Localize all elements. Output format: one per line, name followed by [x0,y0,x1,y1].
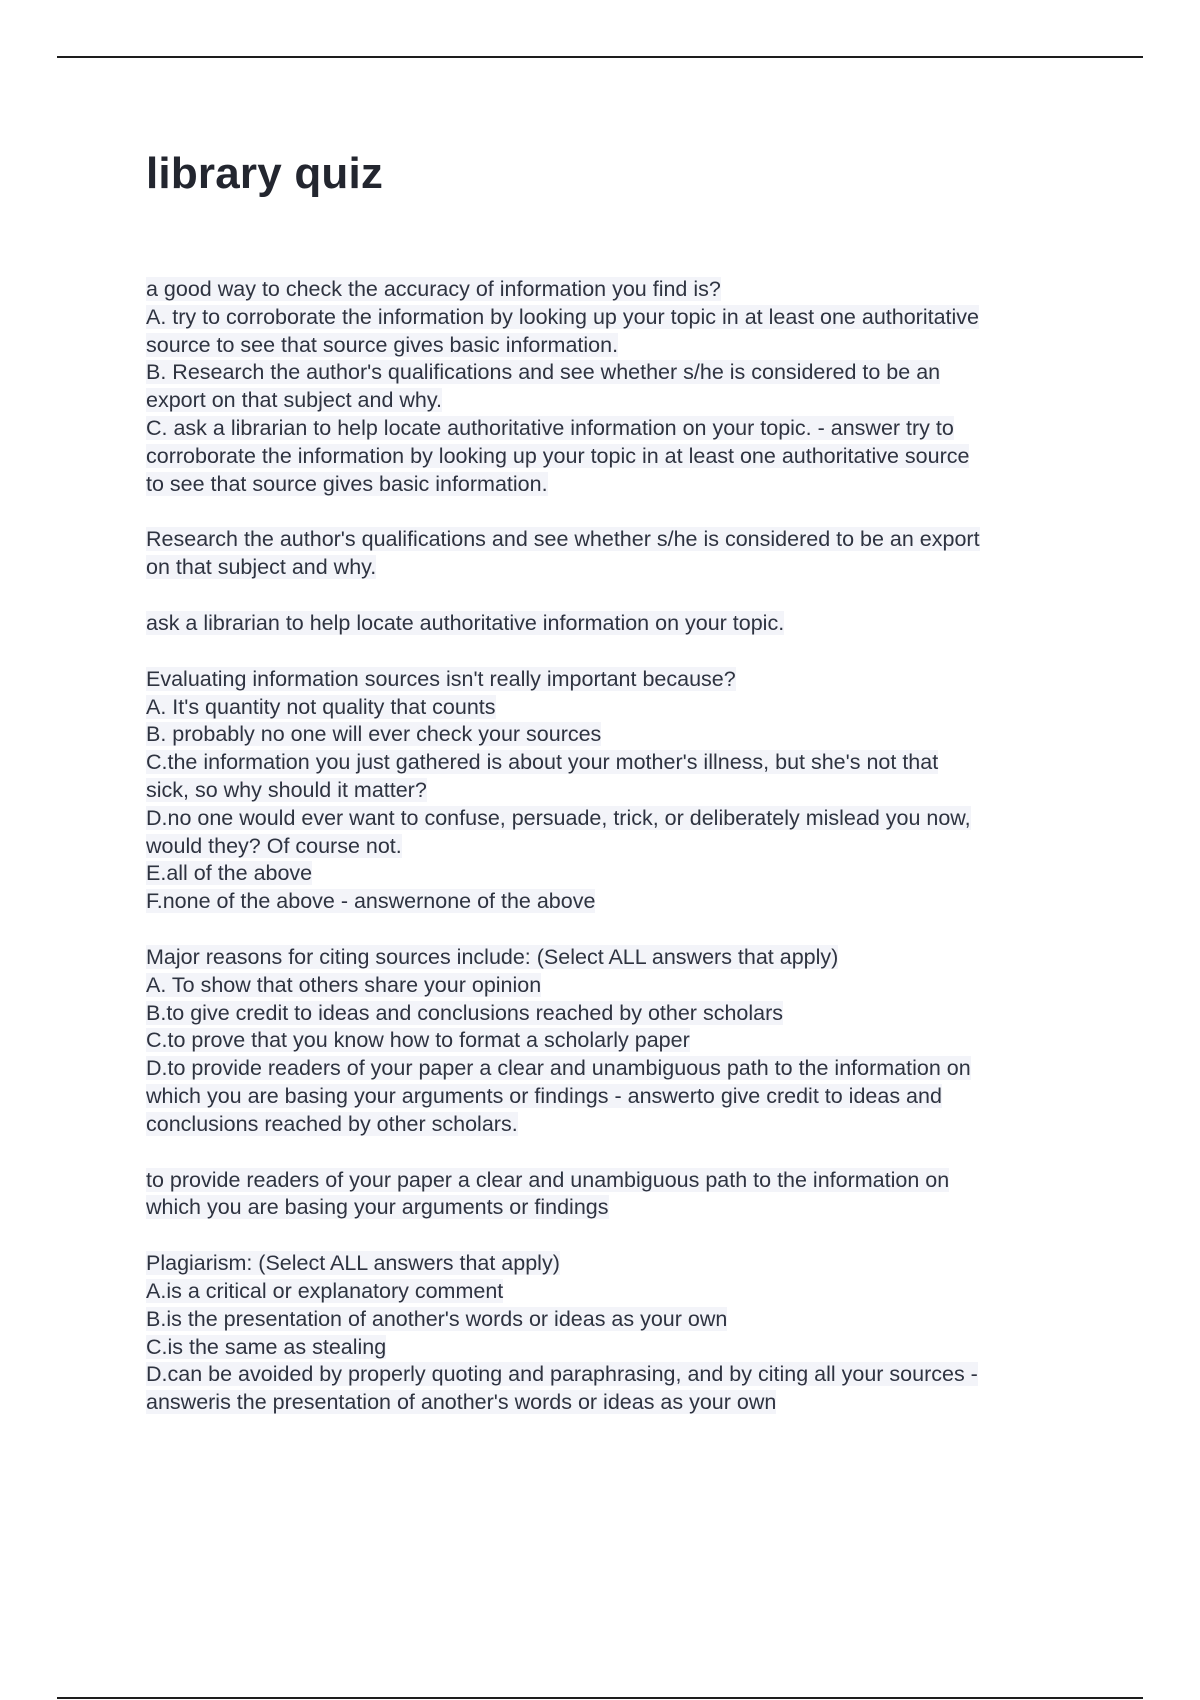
text-line-content: D.can be avoided by properly quoting and paraphrasing, and by citing all your sources - [146,1362,978,1387]
text-line-content: A. try to corroborate the information by looking up your topic in at least one authoritative [146,304,979,329]
text-line-content: would they? Of course not. [146,833,402,858]
text-line [146,304,1086,332]
text-line-content: which you are basing your arguments or findings - answerto give credit to ideas and [146,1083,942,1108]
text-line-content: to provide readers of your paper a clear and unambiguous path to the information on [146,1167,950,1192]
text-line [146,833,1086,861]
text-line-content: source to see that source gives basic information. [146,332,619,357]
quiz-paragraph [146,276,1086,498]
text-line [146,1027,1086,1055]
text-line-content: Research the author's qualifications and see whether s/he is considered to be an export [146,527,980,552]
text-line [146,1334,1086,1362]
text-line-content: ask a librarian to help locate authoritative information on your topic. [146,610,785,635]
text-line [146,1389,1086,1417]
text-line-content: A. To show that others share your opinion [146,972,542,997]
text-line [146,526,1086,554]
text-line [146,1250,1086,1278]
text-line-content: B. Research the author's qualifications and see whether s/he is considered to be an [146,360,941,385]
text-line [146,359,1086,387]
text-line [146,972,1086,1000]
text-line-content: D.to provide readers of your paper a clear and unambiguous path to the information on [146,1056,971,1081]
text-line [146,1194,1086,1222]
text-line [146,777,1086,805]
text-line-content: a good way to check the accuracy of information you find is? [146,277,721,301]
text-line [146,888,1086,916]
text-line [146,1083,1086,1111]
text-line [146,387,1086,415]
text-line [146,443,1086,471]
text-line [146,610,1086,638]
page-title: library quiz [146,149,384,198]
text-line [146,694,1086,722]
text-line-content: export on that subject and why. [146,388,443,413]
text-line-content: C.is the same as stealing [146,1334,387,1359]
text-line-content: Plagiarism: (Select ALL answers that apply) [146,1251,560,1276]
text-line [146,666,1086,694]
text-line [146,471,1086,499]
text-line-content: B.to give credit to ideas and conclusions reached by other scholars [146,1000,784,1025]
text-line-content: Evaluating information sources isn't really important because? [146,666,736,691]
text-line-content: conclusions reached by other scholars. [146,1111,518,1136]
text-line-content: which you are basing your arguments or findings [146,1195,609,1220]
text-line-content: E.all of the above [146,861,313,886]
quiz-paragraph [146,666,1086,916]
text-line [146,1278,1086,1306]
text-line-content: answeris the presentation of another's words or ideas as your own [146,1390,777,1415]
text-line-content: A. It's quantity not quality that counts [146,694,496,719]
text-line [146,1000,1086,1028]
text-line [146,554,1086,582]
text-line-content: sick, so why should it matter? [146,777,427,802]
text-line [146,749,1086,777]
text-line-content: D.no one would ever want to confuse, persuade, trick, or deliberately mislead you now, [146,805,971,830]
quiz-content [146,276,1086,1417]
text-line-content: A.is a critical or explanatory comment [146,1278,504,1303]
text-line [146,944,1086,972]
quiz-paragraph [146,526,1086,582]
text-line-content: F.none of the above - answernone of the above [146,889,596,914]
text-line-content: corroborate the information by looking up your topic in at least one authoritative source [146,443,970,468]
text-line [146,276,1086,304]
text-line-content: to see that source gives basic information. [146,471,548,496]
text-line [146,1167,1086,1195]
quiz-paragraph [146,944,1086,1139]
text-line-content: on that subject and why. [146,555,377,580]
text-line [146,860,1086,888]
footer-rule [57,1697,1143,1699]
quiz-paragraph [146,1250,1086,1417]
text-line [146,721,1086,749]
text-line [146,332,1086,360]
quiz-paragraph [146,610,1086,638]
quiz-paragraph [146,1167,1086,1223]
text-line [146,1055,1086,1083]
document-body [146,142,1086,1445]
text-line [146,805,1086,833]
text-line-content: Major reasons for citing sources include: (Select ALL answers that apply) [146,944,839,969]
text-line-content: C.to prove that you know how to format a scholarly paper [146,1028,690,1053]
header-rule [57,56,1143,58]
text-line-content: B. probably no one will ever check your sources [146,722,602,747]
text-line-content: C. ask a librarian to help locate authoritative information on your topic. - answer try to [146,415,954,440]
text-line [146,1306,1086,1334]
text-line-content: C.the information you just gathered is about your mother's illness, but she's not that [146,750,939,775]
text-line [146,1361,1086,1389]
text-line [146,1111,1086,1139]
text-line [146,415,1086,443]
text-line-content: B.is the presentation of another's words or ideas as your own [146,1306,728,1331]
